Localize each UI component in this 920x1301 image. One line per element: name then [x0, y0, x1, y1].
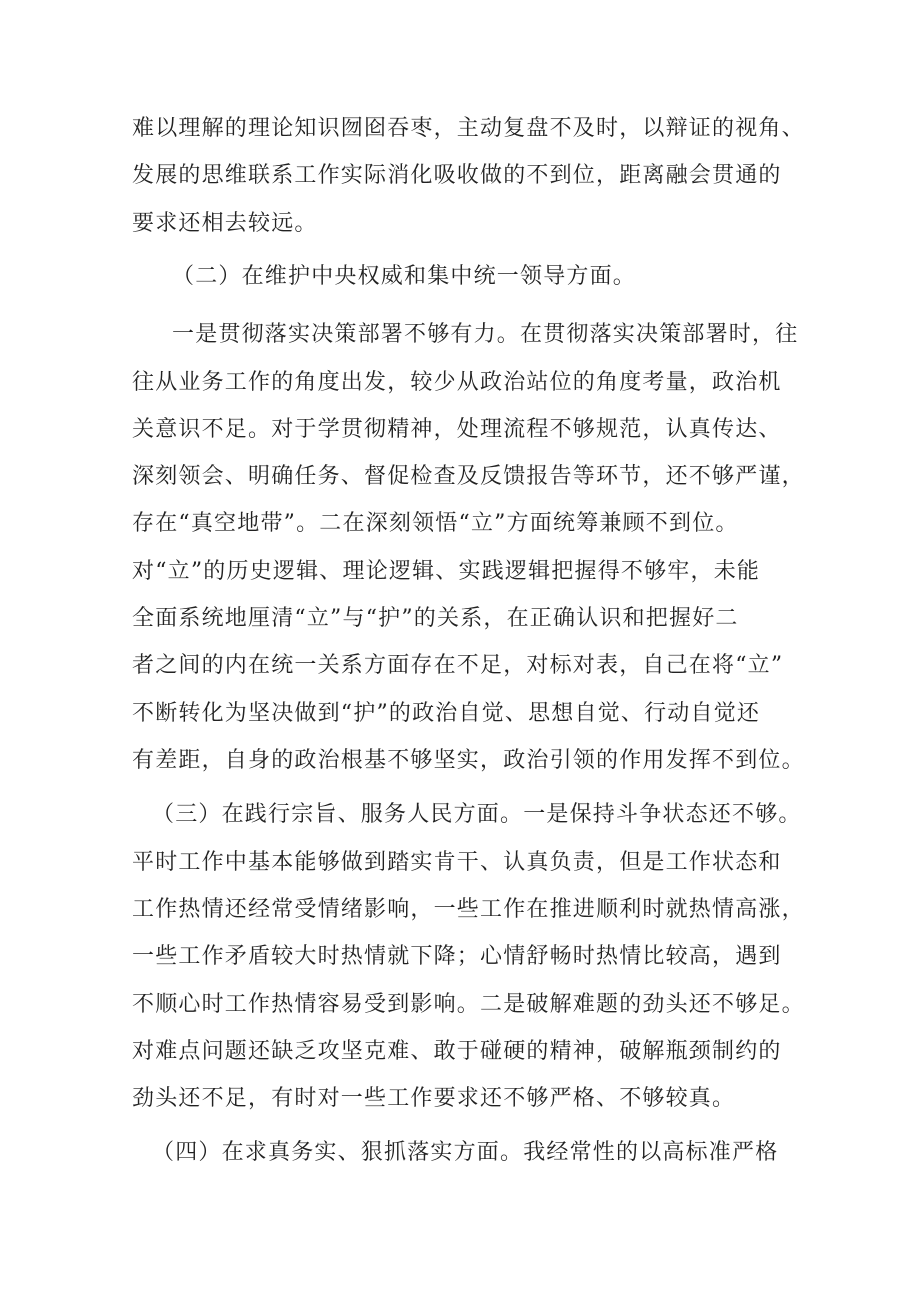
section-heading: （四）在求真务实、狠抓落实方面。我经常性的以高标准严格	[152, 1140, 779, 1165]
text-line: 劲头还不足，有时对一些工作要求还不够严格、不够较真。	[132, 1086, 736, 1111]
text-line: 发展的思维联系工作实际消化吸收做的不到位，距离融会贯通的	[132, 163, 782, 188]
section-heading: （二）在维护中央权威和集中统一领导方面。	[172, 264, 637, 289]
text-line: 要求还相去较远。	[132, 211, 318, 236]
text-line: 不断转化为坚决做到“护”的政治自觉、思想自觉、行动自觉还	[132, 701, 761, 726]
text-line: 不顺心时工作热情容易受到影响。二是破解难题的劲头还不够足。	[132, 992, 805, 1017]
section-heading: （三）在践行宗旨、服务人民方面。一是保持斗争状态还不够。	[152, 802, 802, 827]
text-line: 有差距，自身的政治根基不够坚实，政治引领的作用发挥不到位。	[132, 748, 805, 773]
text-line: 深刻领会、明确任务、督促检查及反馈报告等环节，还不够严谨，	[132, 464, 805, 489]
text-line: 对“立”的历史逻辑、理论逻辑、实践逻辑把握得不够牢，未能	[132, 559, 761, 584]
text-line: 对难点问题还缺乏攻坚克难、敢于碰硬的精神，破解瓶颈制约的	[132, 1039, 782, 1064]
text-line: 工作热情还经常受情绪影响，一些工作在推进顺利时就热情高涨，	[132, 897, 805, 922]
text-line: 一是贯彻落实决策部署不够有力。在贯彻落实决策部署时，往	[172, 322, 799, 347]
text-line: 全面系统地厘清“立”与“护”的关系，在正确认识和把握好二	[132, 606, 739, 631]
text-line: 难以理解的理论知识囫囵吞枣，主动复盘不及时，以辩证的视角、	[132, 116, 805, 141]
text-line: 者之间的内在统一关系方面存在不足，对标对表，自己在将“立”	[132, 653, 784, 678]
text-line: 存在“真空地带”。二在深刻领悟“立”方面统筹兼顾不到位。	[132, 511, 739, 536]
text-line: 关意识不足。对于学贯彻精神，处理流程不够规范，认真传达、	[132, 417, 782, 442]
text-line: 往从业务工作的角度出发，较少从政治站位的角度考量，政治机	[132, 370, 782, 395]
text-line: 一些工作矛盾较大时热情就下降；心情舒畅时热情比较高，遇到	[132, 944, 782, 969]
text-line: 平时工作中基本能够做到踏实肯干、认真负责，但是工作状态和	[132, 850, 782, 875]
